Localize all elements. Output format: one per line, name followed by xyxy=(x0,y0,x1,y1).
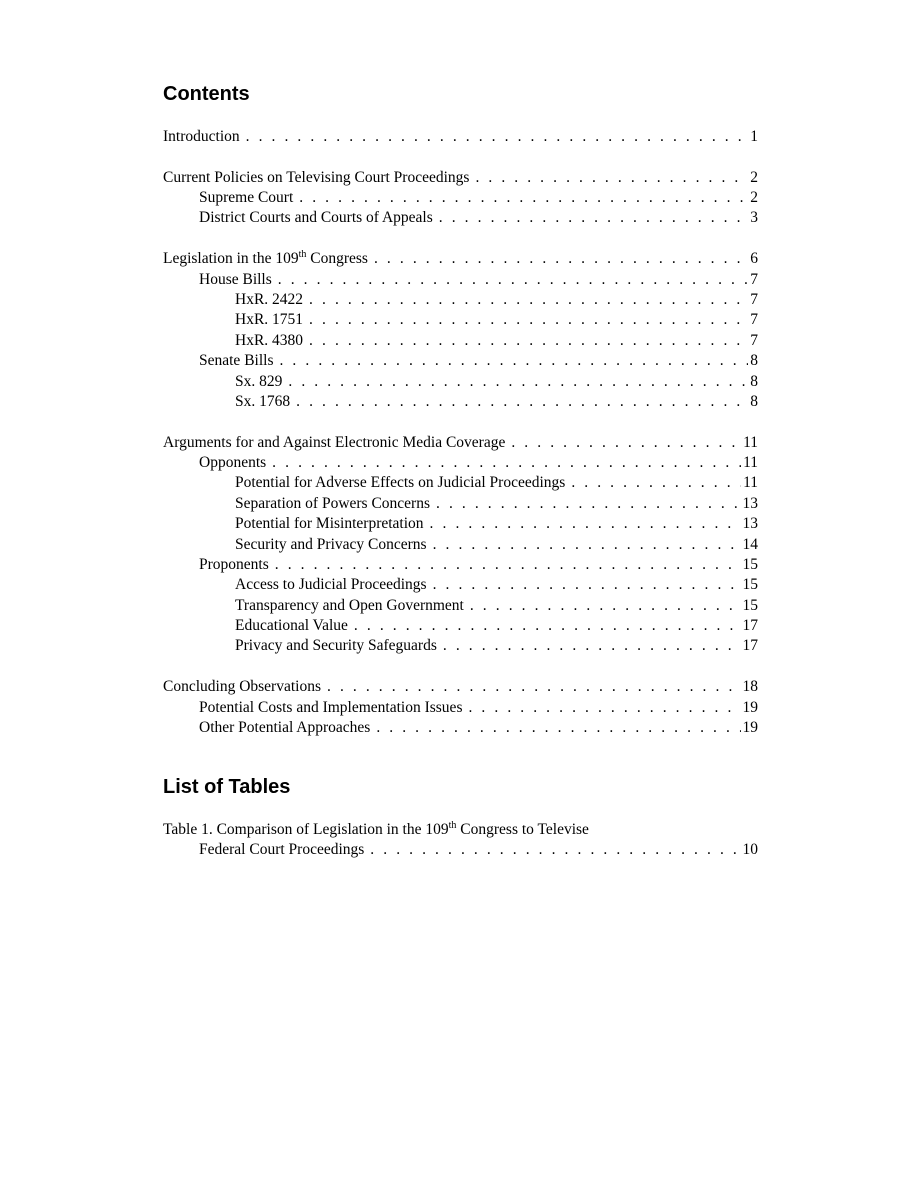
toc-page-number: 15 xyxy=(742,596,758,614)
dot-leader xyxy=(296,392,748,412)
toc-page-number: 14 xyxy=(742,535,758,553)
toc-entry[interactable] xyxy=(163,433,758,453)
toc-entry[interactable] xyxy=(163,168,758,188)
dot-leader xyxy=(433,535,741,555)
toc-entry[interactable] xyxy=(163,840,758,860)
toc-entry-title: Separation of Powers Concerns xyxy=(235,494,430,512)
toc-entry[interactable] xyxy=(163,555,758,575)
dot-leader xyxy=(436,494,741,514)
dot-leader xyxy=(278,270,748,290)
dot-leader xyxy=(511,433,741,453)
toc-entry[interactable] xyxy=(163,718,758,738)
toc-entry[interactable] xyxy=(163,453,758,473)
toc-entry[interactable] xyxy=(163,616,758,636)
toc-entry-title: Privacy and Security Safeguards xyxy=(235,637,437,655)
toc-page-number: 2 xyxy=(750,168,758,186)
table-entry-title: Congress to Televise xyxy=(456,821,589,838)
toc-entry-title: Proponents xyxy=(199,555,269,573)
contents-heading: Contents xyxy=(163,83,250,105)
dot-leader xyxy=(475,168,748,188)
dot-leader xyxy=(433,575,741,595)
toc-title-text: Legislation in the 109 xyxy=(163,250,299,268)
toc-page-number: 10 xyxy=(742,841,758,859)
dot-leader xyxy=(374,249,748,269)
toc-entry-title: Sx. 829 xyxy=(235,372,283,390)
toc-entry-title: Other Potential Approaches xyxy=(199,718,371,736)
dot-leader xyxy=(443,636,741,656)
dot-leader xyxy=(272,453,741,473)
table-entry-title: Table 1. Comparison of Legislation in the 109 xyxy=(163,821,449,838)
toc-entry-title: Concluding Observations xyxy=(163,678,321,696)
toc-page-number: 13 xyxy=(742,494,758,512)
toc-entry[interactable] xyxy=(163,392,758,412)
toc-page-number: 15 xyxy=(742,555,758,573)
toc-entry-title: Supreme Court xyxy=(199,189,294,207)
toc-entry-title: Security and Privacy Concerns xyxy=(235,535,427,553)
table-entry-line[interactable] xyxy=(163,820,758,840)
toc-page-number: 15 xyxy=(742,576,758,594)
list-of-tables-heading: List of Tables xyxy=(163,776,291,798)
toc-entry[interactable] xyxy=(163,351,758,371)
toc-entry[interactable] xyxy=(163,310,758,330)
toc-entry[interactable] xyxy=(163,575,758,595)
toc-entry[interactable] xyxy=(163,372,758,392)
toc-entry-title: House Bills xyxy=(199,270,272,288)
toc-entry[interactable] xyxy=(163,698,758,718)
dot-leader xyxy=(354,616,741,636)
toc-entry[interactable] xyxy=(163,249,758,269)
toc-entry[interactable] xyxy=(163,188,758,208)
toc-entry-title: Educational Value xyxy=(235,617,348,635)
toc-entry-title: Potential for Misinterpretation xyxy=(235,515,424,533)
toc-entry[interactable] xyxy=(163,514,758,534)
toc-page-number: 11 xyxy=(743,433,758,451)
dot-leader xyxy=(246,127,749,147)
toc-page-number: 1 xyxy=(750,128,758,145)
dot-leader xyxy=(309,290,748,310)
toc-page-number: 6 xyxy=(750,250,758,268)
dot-leader xyxy=(299,188,748,208)
toc-page-number: 8 xyxy=(750,392,758,410)
toc-page-number: 8 xyxy=(750,352,758,370)
ordinal-superscript: th xyxy=(448,820,457,831)
dot-leader xyxy=(327,677,741,697)
toc-entry[interactable] xyxy=(163,636,758,656)
toc-page-number: 11 xyxy=(743,453,758,471)
dot-leader xyxy=(370,840,740,860)
toc-entry-title: HxR. 1751 xyxy=(235,311,304,329)
toc-page-number: 7 xyxy=(750,270,758,288)
toc-page-number: 3 xyxy=(750,209,758,227)
toc-title-text: Congress xyxy=(306,250,368,268)
toc-page-number: 17 xyxy=(742,637,758,655)
toc-entry-title: HxR. 2422 xyxy=(235,290,304,308)
dot-leader xyxy=(288,372,748,392)
toc-entry-title: Federal Court Proceedings xyxy=(199,841,365,859)
toc-entry[interactable] xyxy=(163,270,758,290)
dot-leader xyxy=(309,331,748,351)
dot-leader xyxy=(275,555,741,575)
toc-page-number: 7 xyxy=(750,290,758,308)
toc-entry[interactable] xyxy=(163,127,758,147)
dot-leader xyxy=(439,208,748,228)
toc-entry[interactable] xyxy=(163,208,758,228)
list-of-tables xyxy=(163,820,758,861)
toc-entry-title: Sx. 1768 xyxy=(235,392,291,410)
dot-leader xyxy=(430,514,741,534)
toc-entry[interactable] xyxy=(163,331,758,351)
toc-entry-title xyxy=(163,249,374,269)
toc-entry-title: Potential for Adverse Effects on Judicial Proceedings xyxy=(235,474,566,492)
toc-entry[interactable] xyxy=(163,535,758,555)
toc-entry[interactable] xyxy=(163,494,758,514)
toc-page-number: 19 xyxy=(742,718,758,736)
dot-leader xyxy=(470,596,741,616)
ordinal-superscript: th xyxy=(298,249,307,261)
dot-leader xyxy=(376,718,740,738)
toc-page-number: 19 xyxy=(742,698,758,716)
toc-entry-title: Arguments for and Against Electronic Media Coverage xyxy=(163,433,506,451)
toc-entry-title: Current Policies on Televising Court Proceedings xyxy=(163,168,470,186)
toc-page-number: 7 xyxy=(750,331,758,349)
toc-page-number: 7 xyxy=(750,311,758,329)
toc-page-number: 18 xyxy=(742,678,758,696)
toc-entry[interactable] xyxy=(163,473,758,493)
toc-entry-title: Introduction xyxy=(163,128,240,145)
toc-entry[interactable] xyxy=(163,677,758,697)
toc-entry[interactable] xyxy=(163,596,758,616)
toc-page-number: 2 xyxy=(750,189,758,207)
toc-page-number: 11 xyxy=(743,474,758,492)
toc-page-number: 13 xyxy=(742,515,758,533)
toc-entry-title: Transparency and Open Government xyxy=(235,596,464,614)
toc-entry-title: Potential Costs and Implementation Issues xyxy=(199,698,463,716)
toc-entry-title: Access to Judicial Proceedings xyxy=(235,576,427,594)
dot-leader xyxy=(571,473,741,493)
toc-page-number: 17 xyxy=(742,617,758,635)
toc-page-number: 8 xyxy=(750,372,758,390)
toc-entry-title: HxR. 4380 xyxy=(235,331,304,349)
toc-entry-title: Opponents xyxy=(199,453,267,471)
contents-list xyxy=(163,127,758,738)
dot-leader xyxy=(309,310,748,330)
toc-entry-title: Senate Bills xyxy=(199,352,274,370)
dot-leader xyxy=(279,351,748,371)
toc-entry[interactable] xyxy=(163,290,758,310)
toc-entry-title: District Courts and Courts of Appeals xyxy=(199,209,433,227)
dot-leader xyxy=(468,698,740,718)
